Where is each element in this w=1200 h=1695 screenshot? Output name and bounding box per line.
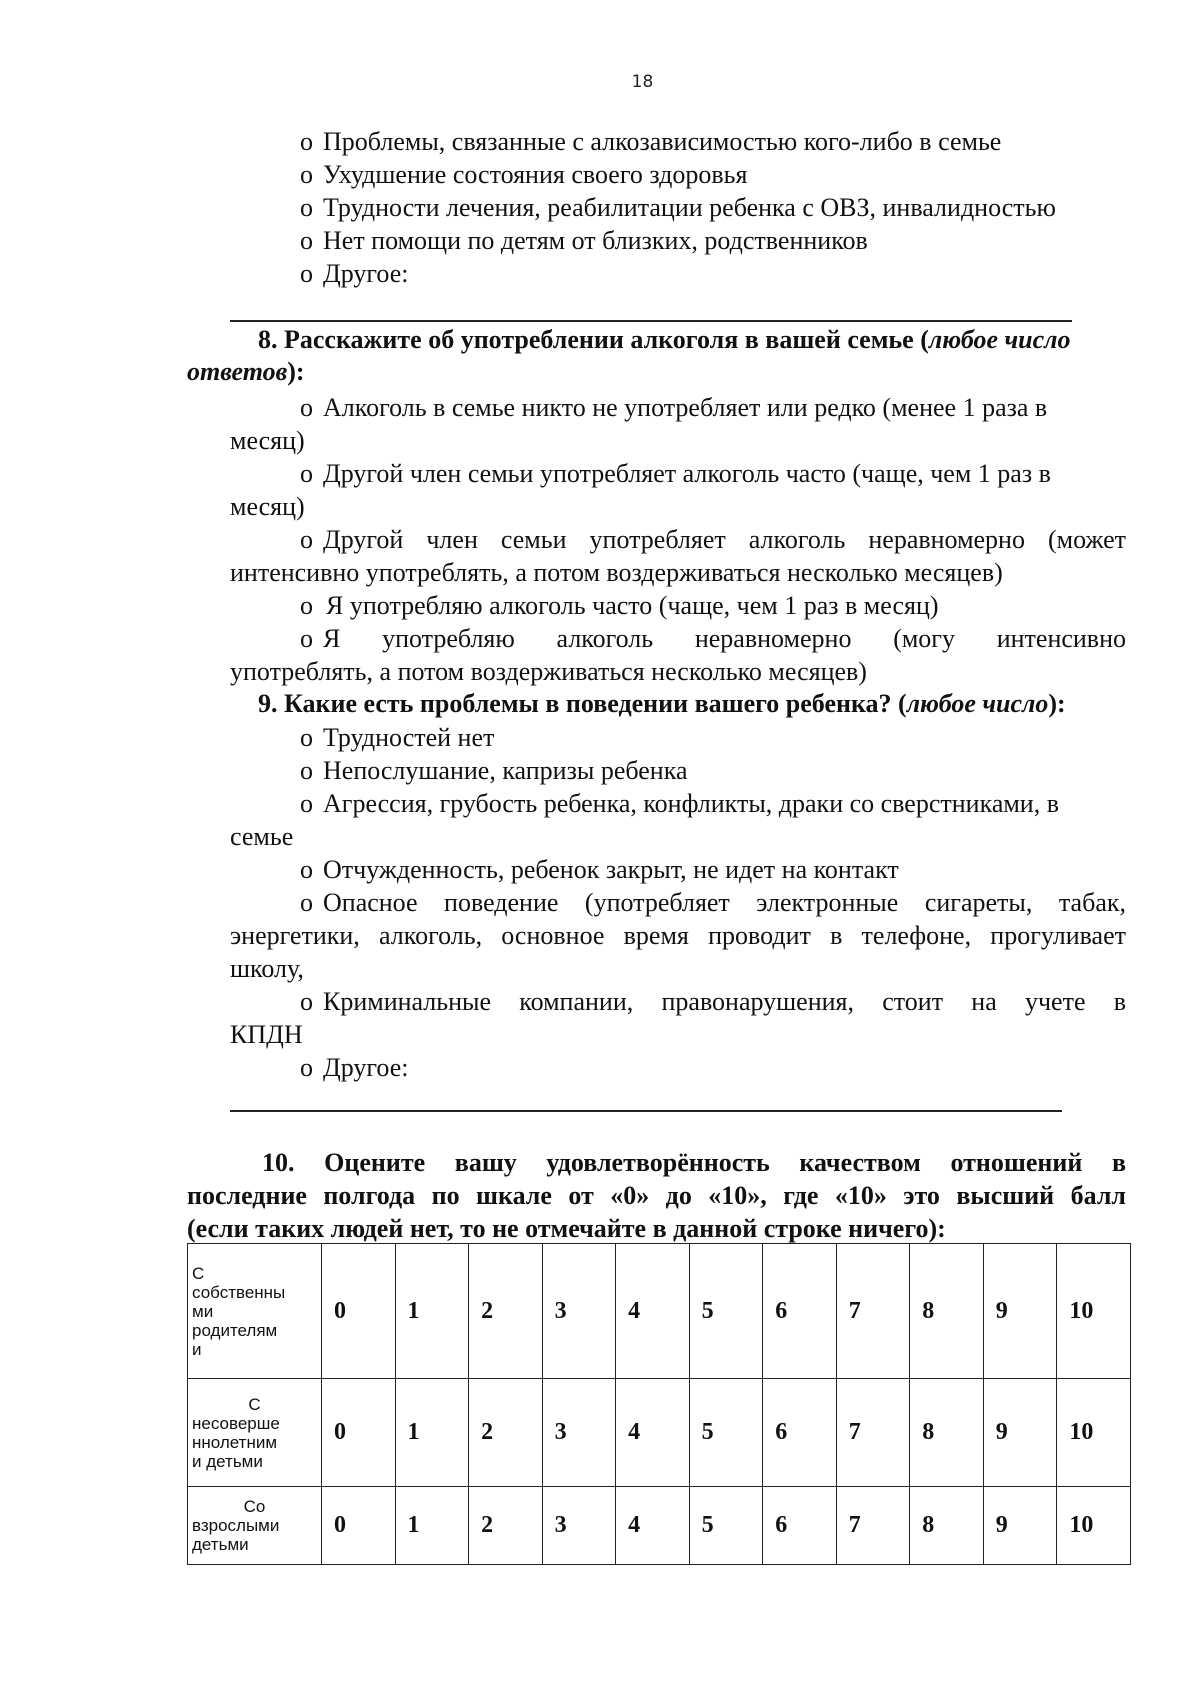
q8-option-1-cont: месяц)	[230, 426, 305, 455]
scale-cell[interactable]: 0	[322, 1244, 396, 1379]
q8-option-4: o Я употребляю алкоголь часто (чаще, чем 1 раз в месяц)	[300, 591, 939, 620]
scale-cell[interactable]: 0	[322, 1487, 396, 1565]
scale-cell[interactable]: 7	[836, 1487, 910, 1565]
scale-cell[interactable]: 7	[836, 1379, 910, 1487]
scale-cell[interactable]: 1	[395, 1244, 469, 1379]
scale-cell[interactable]: 1	[395, 1379, 469, 1487]
scale-cell[interactable]: 9	[983, 1244, 1057, 1379]
scale-cell[interactable]: 10	[1057, 1487, 1131, 1565]
q8-option-2-cont: месяц)	[230, 492, 305, 521]
table-row	[188, 1379, 1131, 1487]
scale-cell[interactable]: 0	[322, 1379, 396, 1487]
q9-option-5-cont: энергетики, алкоголь, основное время проводит в телефоне, прогуливает	[230, 921, 1126, 950]
scale-cell[interactable]: 8	[910, 1487, 984, 1565]
q9-option-6: o Криминальные компании, правонарушения, стоит на учете в	[300, 987, 1126, 1016]
q7-option-2: o Ухудшение состояния своего здоровья	[300, 160, 748, 189]
q8-option-3: o Другой член семьи употребляет алкоголь неравномерно (может	[300, 525, 1126, 554]
q7-option-1: o Проблемы, связанные с алкозависимостью кого-либо в семье	[300, 127, 1002, 156]
scale-cell[interactable]: 2	[469, 1244, 543, 1379]
satisfaction-scale-table	[187, 1243, 1131, 1565]
scale-cell[interactable]: 1	[395, 1487, 469, 1565]
q8-option-2: o Другой член семьи употребляет алкоголь часто (чаще, чем 1 раз в	[300, 459, 1051, 488]
q8-title: 8. Расскажите об употреблении алкоголя в вашей семье (любое число	[258, 325, 1071, 354]
q9-other-answer-line[interactable]	[230, 1110, 1062, 1112]
q7-option-4: o Нет помощи по детям от близких, родственников	[300, 226, 868, 255]
q8-option-1: o Алкоголь в семье никто не употребляет или редко (менее 1 раза в	[300, 393, 1048, 422]
scale-cell[interactable]: 4	[616, 1244, 690, 1379]
q9-option-1: o Трудностей нет	[300, 723, 495, 752]
scale-cell[interactable]: 3	[542, 1244, 616, 1379]
scale-cell[interactable]: 6	[763, 1379, 837, 1487]
q7-option-other: o Другое:	[300, 259, 409, 288]
q9-option-4: o Отчужденность, ребенок закрыт, не идет на контакт	[300, 855, 899, 884]
q9-option-6-cont: КПДН	[230, 1020, 303, 1049]
q8-option-5: o Я употребляю алкоголь неравномерно (могу интенсивно	[300, 624, 1126, 653]
scale-cell[interactable]: 10	[1057, 1244, 1131, 1379]
scale-cell[interactable]: 2	[469, 1487, 543, 1565]
scale-cell[interactable]: 8	[910, 1244, 984, 1379]
scale-cell[interactable]: 4	[616, 1487, 690, 1565]
scale-cell[interactable]: 2	[469, 1379, 543, 1487]
q8-title-cont: ответов):	[187, 357, 305, 386]
q10-title-cont: последние полгода по шкале от «0» до «10», где «10» это высший балл	[187, 1181, 1126, 1210]
q7-option-3: o Трудности лечения, реабилитации ребенка с ОВЗ, инвалидностью	[300, 193, 1056, 222]
row-label-adult-children: Со взрослыми детьми	[188, 1487, 322, 1565]
q9-option-3: o Агрессия, грубость ребенка, конфликты, драки со сверстниками, в	[300, 789, 1059, 818]
scale-cell[interactable]: 3	[542, 1487, 616, 1565]
q9-option-5-cont2: школу,	[230, 954, 304, 983]
q9-title: 9. Какие есть проблемы в поведении вашего ребенка? (любое число):	[258, 689, 1066, 718]
scale-cell[interactable]: 3	[542, 1379, 616, 1487]
row-label-minor-children: С несоверше ннолетним и детьми	[188, 1379, 322, 1487]
scale-cell[interactable]: 7	[836, 1244, 910, 1379]
table-row	[188, 1244, 1131, 1379]
q7-other-answer-line[interactable]	[230, 320, 1072, 322]
scale-cell[interactable]: 5	[689, 1487, 763, 1565]
scale-cell[interactable]: 6	[763, 1487, 837, 1565]
scale-cell[interactable]: 5	[689, 1379, 763, 1487]
page-number: 18	[631, 72, 654, 92]
q9-option-3-cont: семье	[230, 822, 294, 851]
q9-option-5: o Опасное поведение (употребляет электронные сигареты, табак,	[300, 888, 1126, 917]
row-label-parents: С собственны ми родителям и	[188, 1244, 322, 1379]
scale-cell[interactable]: 9	[983, 1379, 1057, 1487]
scale-cell[interactable]: 10	[1057, 1379, 1131, 1487]
scale-cell[interactable]: 6	[763, 1244, 837, 1379]
q8-option-5-cont: употреблять, а потом воздерживаться несколько месяцев)	[230, 657, 867, 686]
table-row	[188, 1487, 1131, 1565]
scale-cell[interactable]: 8	[910, 1379, 984, 1487]
q9-option-2: o Непослушание, капризы ребенка	[300, 756, 688, 785]
scale-cell[interactable]: 5	[689, 1244, 763, 1379]
q9-option-other: o Другое:	[300, 1053, 409, 1082]
scale-cell[interactable]: 9	[983, 1487, 1057, 1565]
q10-title: 10. Оцените вашу удовлетворённость качеством отношений в	[262, 1148, 1126, 1177]
scale-cell[interactable]: 4	[616, 1379, 690, 1487]
q8-option-3-cont: интенсивно употреблять, а потом воздерживаться несколько месяцев)	[230, 558, 1003, 587]
q10-title-cont2: (если таких людей нет, то не отмечайте в данной строке ничего):	[187, 1214, 946, 1243]
